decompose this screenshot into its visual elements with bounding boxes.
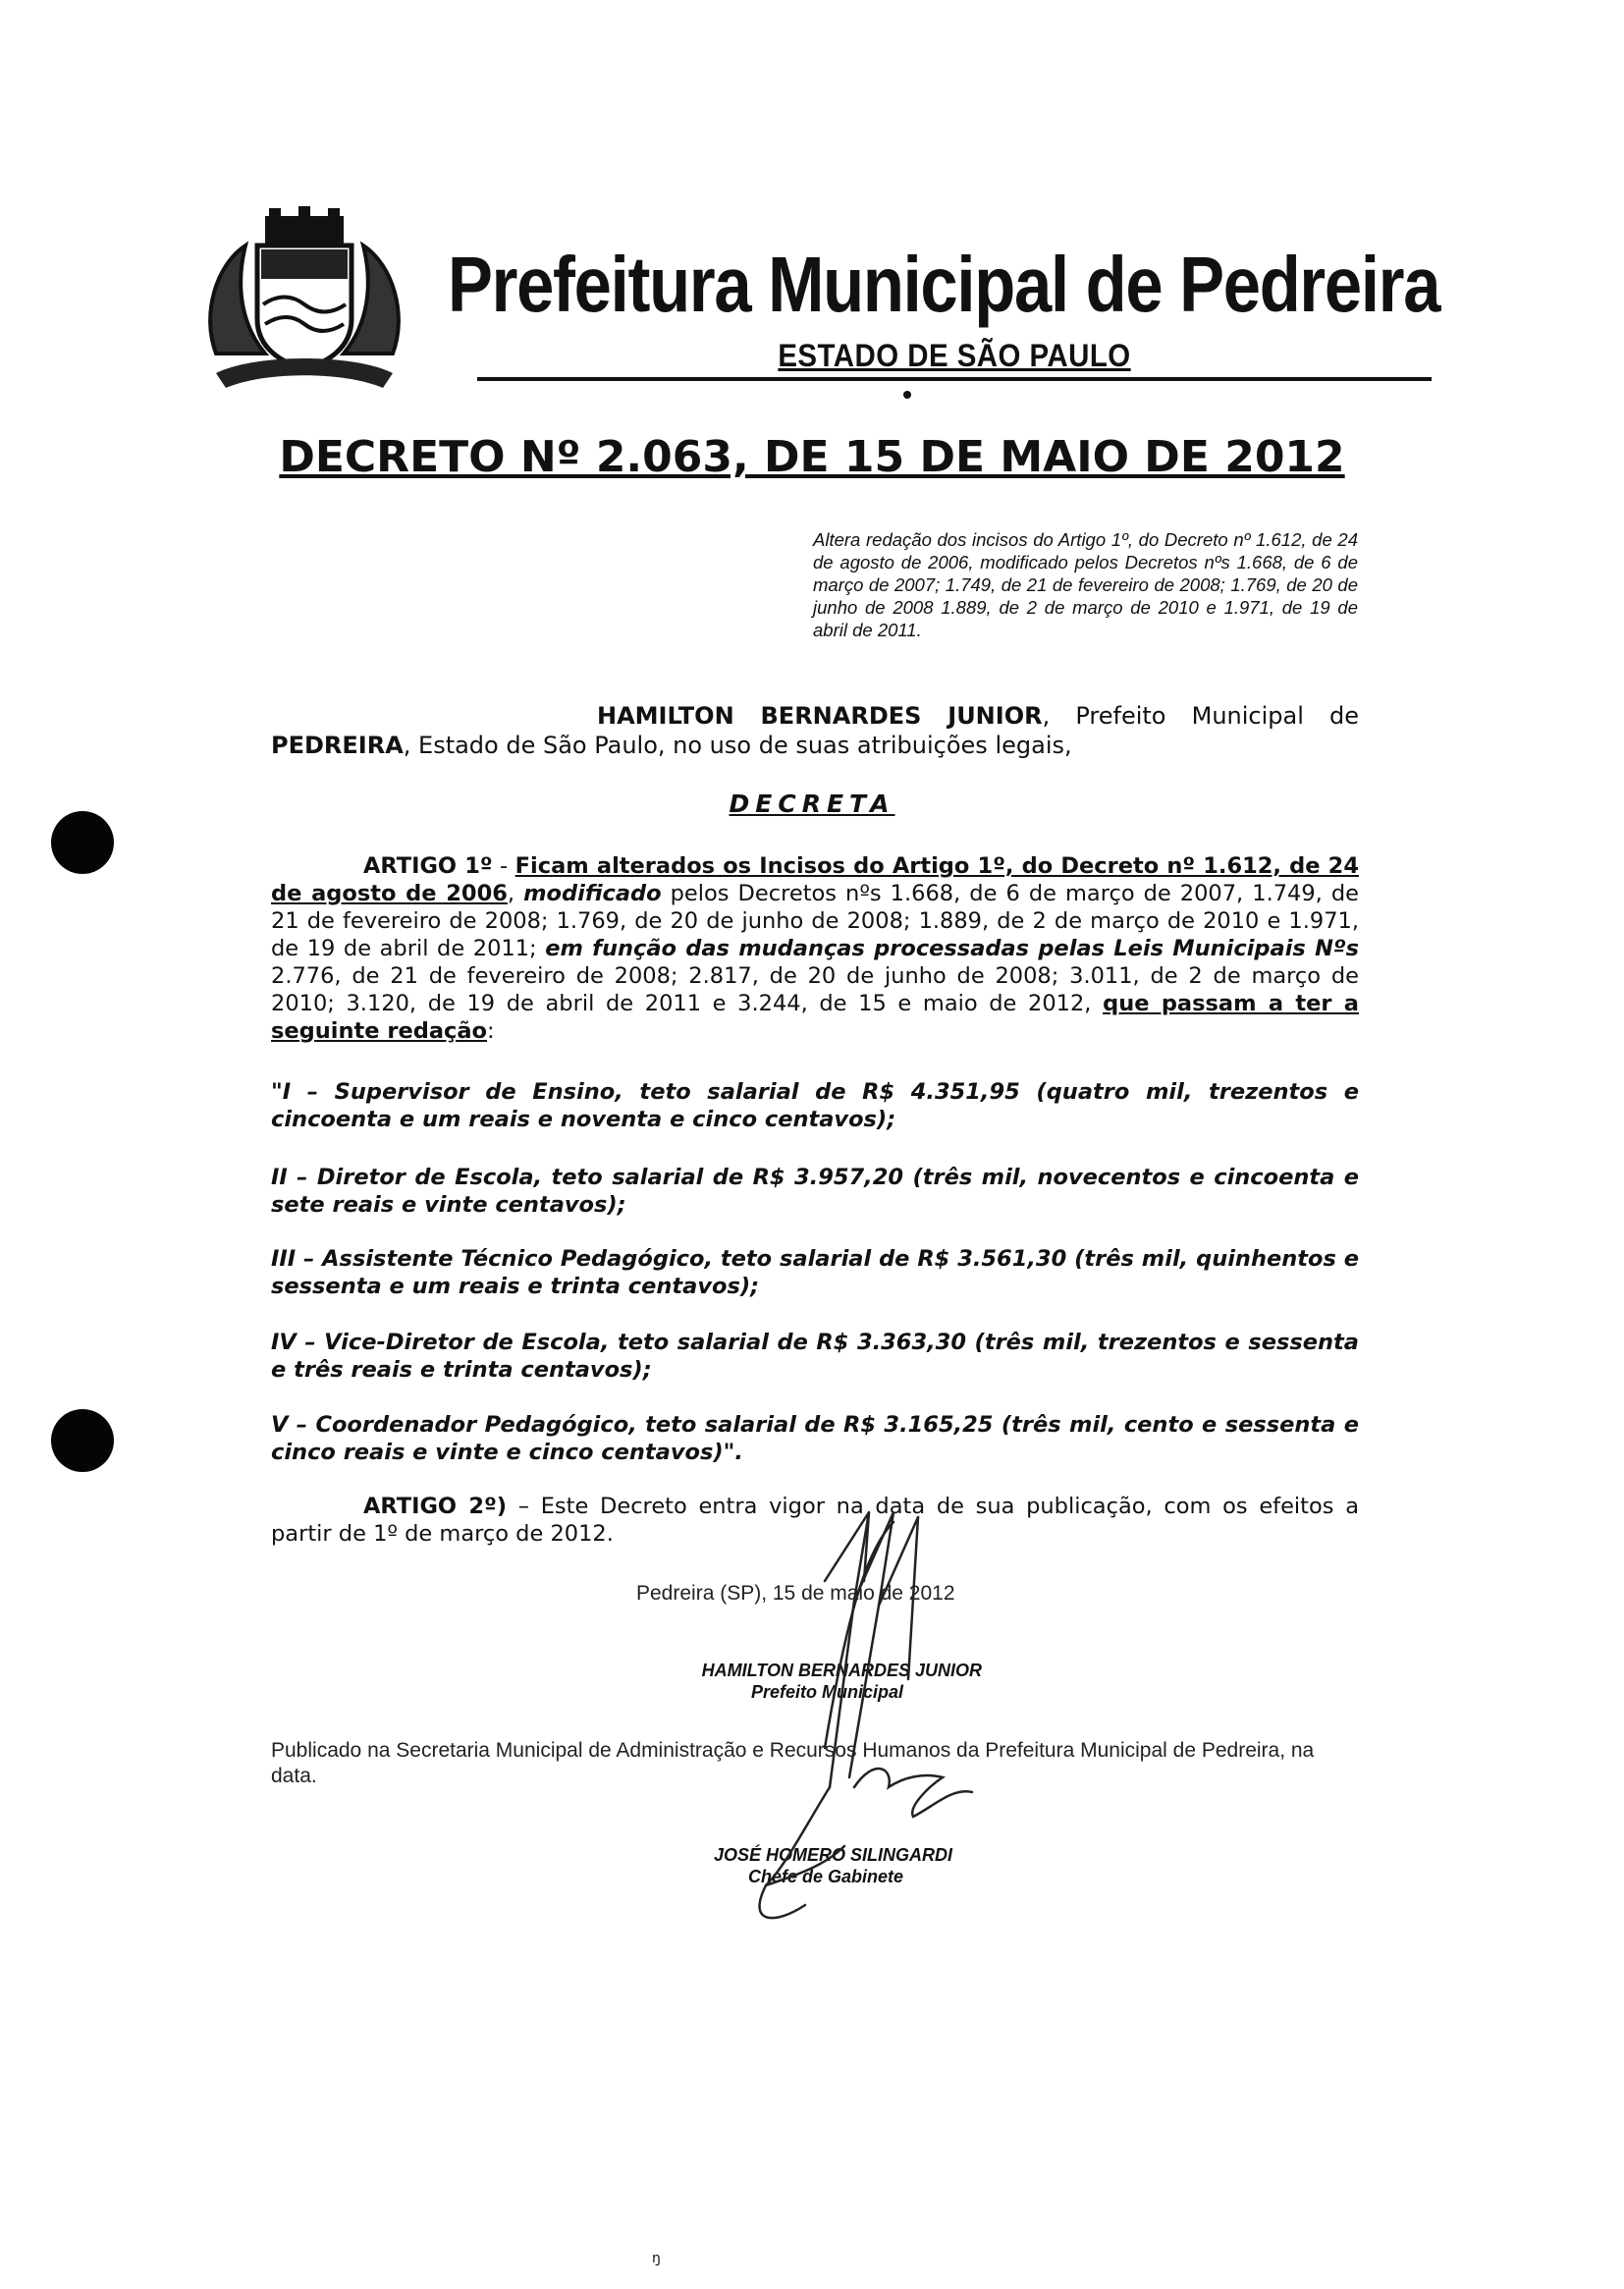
- preamble-text-b: , Estado de São Paulo, no uso de suas atribuições legais,: [403, 732, 1072, 759]
- inciso-i: "I – Supervisor de Ensino, teto salarial de R$ 4.351,95 (quatro mil, trezentos e cincoenta e um reais e noventa e cinco centavos);: [271, 1079, 1359, 1132]
- hole-punch-top: [51, 811, 114, 874]
- mayor-signature-role: Prefeito Municipal: [750, 1682, 903, 1702]
- mayor-name: HAMILTON BERNARDES JUNIOR: [597, 702, 1043, 730]
- decree-summary: Altera redação dos incisos do Artigo 1º, do Decreto nº 1.612, de 24 de agosto de 2006, modificado pelos Decretos nºs 1.668, de 6 de março de 2007; 1.749, de 21 de fevereiro de 2008; 1.769, de 20 de junho de 2008 1.889, de 2 de março de 2010 e 1.971, de 19 de abril de 2011.: [813, 529, 1358, 640]
- chief-signature-role: Chefe de Gabinete: [747, 1867, 903, 1886]
- chief-signature-name: JOSÉ HOMERO SILINGARDI: [713, 1845, 952, 1865]
- article-1-sep: -: [492, 853, 515, 879]
- place-date: Pedreira (SP), 15 de maio de 2012: [636, 1582, 955, 1605]
- preamble: [271, 701, 1359, 760]
- article-1-text-2: 2.776, de 21 de fevereiro de 2008; 2.817, de 20 de junho de 2008; 3.011, de 2 de março de 2010; 3.120, de 19 de abril de 2011 e 3.244, de 15 e maio de 2012,: [271, 963, 1359, 1016]
- decreta-heading: DECRETA: [729, 790, 895, 818]
- inciso-ii: II – Diretor de Escola, teto salarial de R$ 3.957,20 (três mil, novecentos e cincoenta e sete reais e vinte centavos);: [271, 1165, 1359, 1218]
- article-1-underlined: Ficam alterados os Incisos do Artigo 1º, do Decreto nº 1.612, de 24 de agosto de 2006: [271, 853, 1359, 906]
- inciso-v: V – Coordenador Pedagógico, teto salarial de R$ 3.165,25 (três mil, cento e sessenta e cinco reais e vinte e cinco centavos)".: [271, 1412, 1359, 1465]
- article-1-text-1: pelos Decretos nºs 1.668, de 6 de março de 2007, 1.749, de 21 de fevereiro de 2008; 1.769, de 20 de junho de 2008; 1.889, de 2 de março de 2010 e 1.971, de 19 de abril de 2011;: [271, 881, 1359, 961]
- article-2-label: ARTIGO 2º): [363, 1494, 508, 1519]
- article-1-colon: :: [486, 1018, 495, 1044]
- decree-title: DECRETO Nº 2.063, DE 15 DE MAIO DE 2012: [279, 432, 1345, 482]
- organization-state: ESTADO DE SÃO PAULO: [778, 338, 1131, 373]
- mayor-signature-name: HAMILTON BERNARDES JUNIOR: [701, 1661, 982, 1680]
- header-dot: [903, 391, 911, 399]
- hole-punch-bottom: [51, 1409, 114, 1472]
- inciso-iii: III – Assistente Técnico Pedagógico, teto salarial de R$ 3.561,30 (três mil, quinhentos e sessenta e um reais e trinta centavos);: [271, 1246, 1359, 1299]
- handwritten-signatures: [707, 1493, 1041, 1935]
- footer-mark: ŋ: [652, 2251, 661, 2266]
- preamble-text-a: , Prefeito Municipal de: [1042, 702, 1360, 730]
- article-1-label: ARTIGO 1º: [363, 853, 493, 879]
- header-rule: [477, 377, 1432, 381]
- inciso-iv: IV – Vice-Diretor de Escola, teto salarial de R$ 3.363,30 (três mil, trezentos e sessenta e três reais e trinta centavos);: [271, 1330, 1359, 1383]
- article-1-que-passam: que passam a ter a seguinte redação: [271, 991, 1359, 1044]
- article-1-comma: ,: [507, 881, 524, 906]
- publication-note: Publicado na Secretaria Municipal de Administração e Recursos Humanos da Prefeitura Municipal de Pedreira, na data.: [271, 1739, 1315, 1787]
- city-name: PEDREIRA: [271, 732, 404, 759]
- article-2-text: – Este Decreto entra vigor na data de sua publicação, com os efeitos a partir de 1º de março de 2012.: [271, 1494, 1359, 1547]
- coat-of-arms-icon: [196, 206, 412, 393]
- article-1-modificado: modificado: [523, 881, 662, 906]
- article-1: [271, 852, 1359, 1045]
- organization-name: Prefeitura Municipal de Pedreira: [448, 241, 1440, 328]
- article-1-em-funcao: em função das mudanças processadas pelas Leis Municipais Nºs: [545, 936, 1359, 961]
